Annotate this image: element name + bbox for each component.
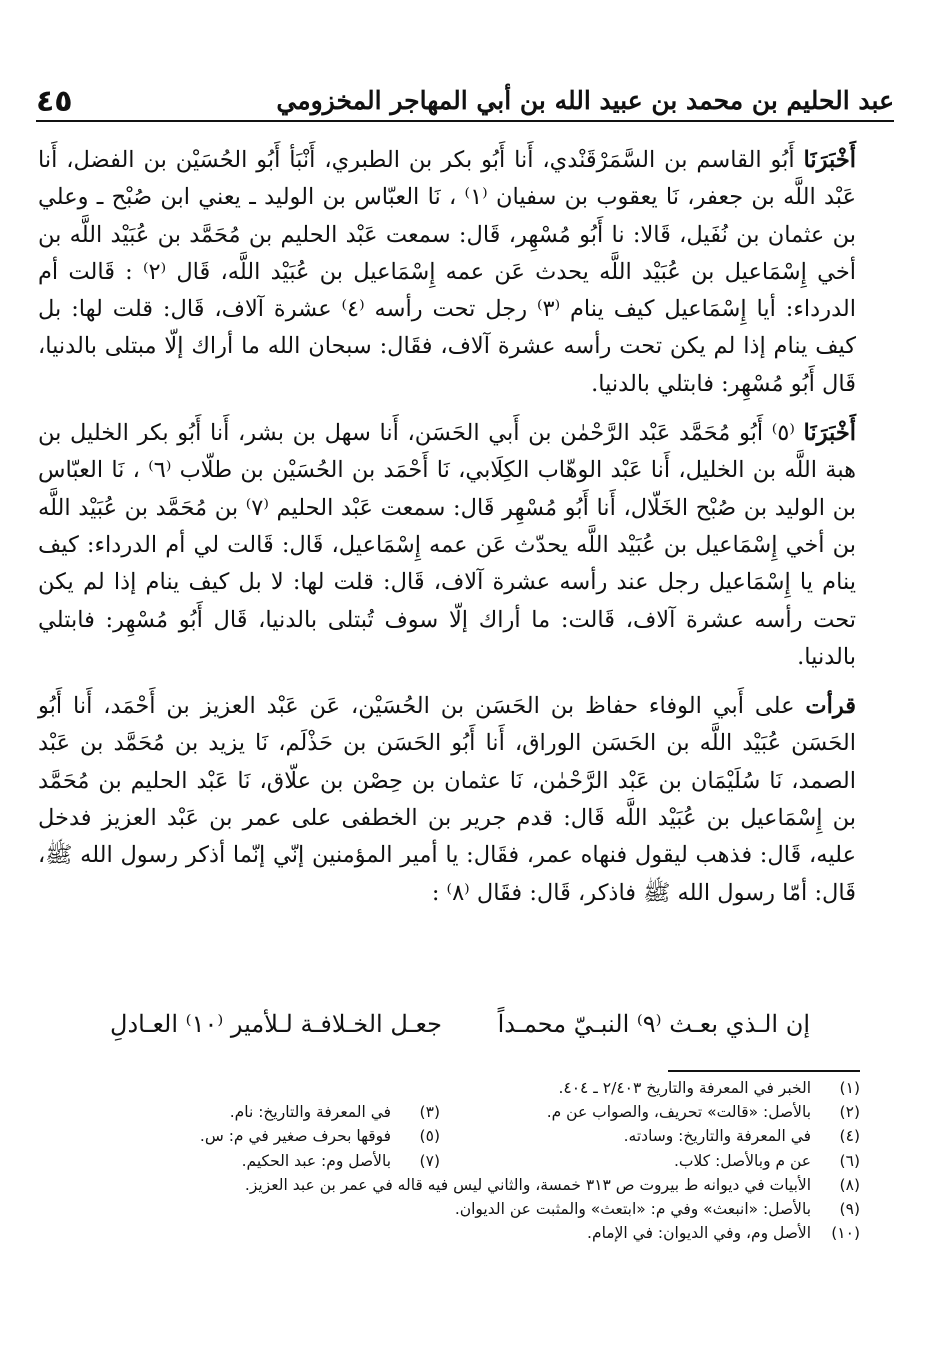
footnote-text: الأصل وم، وفي الديوان: في الإمام. bbox=[587, 1224, 812, 1243]
header-rule bbox=[36, 120, 894, 122]
paragraph-2 bbox=[38, 415, 856, 676]
paragraph-text: أَبُو القاسم بن السَّمَرْقَنْدي، أَنا أَبُو بكر بن الطبري، أَنْبَأ أَبُو الحُسَيْن بن الفضل، أَنا عَبْد اللَّه بن جعفر، نَا يعقوب بن سفيان ⁽١⁾ ، نَا العبّاس بن الوليد ـ يعني ابن صُبْح ـ وعلي بن عثمان بن نُفَيل، قَالا: نا أَبُو مُسْهِر، قَال: سمعت عَبْد الحليم بن مُحَمَّد بن عُبَيْد اللَّه بن أخي إِسْمَاعيل بن عُبَيْد اللَّه يحدث عَن عمه إِسْمَاعيل بن عُبَيْد اللَّه، قَال ⁽٢⁾ : قَالت أم الدرداء: أيا إِسْمَاعيل كيف ينام ⁽٣⁾ رجل تحت رأسه ⁽٤⁾ عشرة آلاف، قَال: قلت لها: بل كيف ينام إذا لم يكن تحت رأسه عشرة آلاف، فقَال: سبحان الله ما أراك إلّا مبتلى بالدنيا، قَال أَبُو مُسْهِر: فابتلي بالدنيا. bbox=[38, 147, 857, 397]
footnote-text: بالأصل: «انبعث» وفي م: «ابتعث» والمثبت عن الديوان. bbox=[454, 1199, 812, 1218]
footnote bbox=[624, 1124, 860, 1148]
footnote-row bbox=[60, 1149, 860, 1173]
footnote-row bbox=[60, 1173, 860, 1197]
footnotes bbox=[60, 1076, 860, 1245]
footnote-text: بالأصل: «قالت» تحريف، والصواب عن م. bbox=[546, 1103, 812, 1122]
footnote-text: في المعرفة والتاريخ: نام. bbox=[229, 1103, 392, 1122]
paragraph-1 bbox=[38, 142, 856, 403]
footnote bbox=[455, 1197, 860, 1221]
footnote-text: فوقها بحرف صغير في م: س. bbox=[199, 1127, 392, 1146]
page-header bbox=[36, 78, 894, 122]
paragraph-text: على أَبي الوفاء حفاظ بن الحَسَن بن الحُسَيْن، عَن عَبْد العزيز بن أَحْمَد، أَنا أَبُو الحَسَن عُبَيْد اللَّه بن الحَسَن الوراق، أَنا أَبُو الحَسَن بن حَذْلَم، نَا يزيد بن مُحَمَّد بن عَبْد الصمد، نَا سُلَيْمَان بن عَبْد الرَّحْمٰن، نَا عثمان بن حِصْن بن علّاق، نَا عَبْد الحليم بن مُحَمَّد بن إِسْمَاعيل بن عُبَيْد اللَّه قَال: قدم جرير بن الخطفى على عمر بن عَبْد العزيز فدخل عليه، قَال: فذهب ليقول فنهاه عمر، فقَال: يا أمير المؤمنين إنّي إنّما أذكر رسول الله ﷺ، قَال: أمّا رسول الله ﷺ فاذكر، قَال: فقَال ⁽٨⁾ : bbox=[38, 693, 856, 906]
footnote-rule bbox=[668, 1070, 860, 1072]
paragraph-lead: أَخْبَرَنَا bbox=[803, 420, 856, 447]
footnote-number: (٧) bbox=[419, 1151, 440, 1170]
footnote-text: الخبر في المعرفة والتاريخ ٢/٤٠٣ ـ ٤٠٤. bbox=[558, 1079, 812, 1097]
footnote-row bbox=[60, 1221, 860, 1245]
footnote bbox=[245, 1173, 860, 1197]
footnote-number: (٤) bbox=[839, 1127, 860, 1146]
footnote bbox=[587, 1221, 860, 1245]
footnote-row bbox=[60, 1076, 860, 1100]
footnote-number: (١٠) bbox=[831, 1224, 860, 1243]
verse-second-hemistich: جعـل الخـلافـة لـلأمير ⁽١٠⁾ العـادلِ bbox=[110, 1010, 442, 1038]
footnote-text: الأبيات في ديوانه ط بيروت ص ٣١٣ خمسة، والثاني ليس فيه قاله في عمر بن عبد العزيز. bbox=[244, 1175, 812, 1194]
footnote-number: (١) bbox=[839, 1079, 860, 1097]
footnote-text: بالأصل وم: عبد الحكيم. bbox=[241, 1151, 392, 1170]
footnote-number: (٩) bbox=[839, 1199, 860, 1218]
paragraph-text: ⁽٥⁾ أَبُو مُحَمَّد عَبْد الرَّحْمٰن بن أَبي الحَسَن، أَنا سهل بن بشر، أَنا أَبُو بكر الخليل بن هبة اللَّه بن الخليل، أَنا عَبْد الوهّاب الكِلَابي، نَا أَحْمَد بن الحُسَيْن بن طلّاب ⁽٦⁾ ، نَا العبّاس بن الوليد بن صُبْح الخَلّال، أَنا أَبُو مُسْهِر قَال: سمعت عَبْد الحليم ⁽٧⁾ بن مُحَمَّد بن عُبَيْد اللَّه بن أخي إِسْمَاعيل بن عُبَيْد اللَّه يحدّث عَن عمه إِسْمَاعيل، قَال: قَالت لي أم الدرداء: كيف ينام يا إِسْمَاعيل رجل عند رأسه عشرة آلاف، قَال: قلت لها: لا بل كيف ينام إذا لم يكن تحت رأسه عشرة آلاف، قَالت: ما أراك إلّا سوف تُبتلى بالدنيا، قَال أَبُو مُسْهِر: فابتلي بالدنيا. bbox=[38, 420, 857, 670]
poetry-verse bbox=[110, 1010, 810, 1054]
footnote-number: (٢) bbox=[839, 1103, 860, 1122]
footnote bbox=[230, 1100, 440, 1124]
footnote-row bbox=[60, 1100, 860, 1124]
verse-first-hemistich: إن الـذي بعـث ⁽٩⁾ النبـيّ محمـداً bbox=[497, 1010, 810, 1038]
paragraph-3 bbox=[38, 688, 856, 912]
footnote bbox=[558, 1076, 860, 1100]
footnote-number: (٨) bbox=[839, 1175, 860, 1194]
footnote-number: (٥) bbox=[419, 1127, 440, 1146]
footnote-text: عن م وبالأصل: كلاب. bbox=[674, 1151, 812, 1170]
page-number: ٤٥ bbox=[36, 84, 73, 119]
footnote-number: (٦) bbox=[839, 1151, 860, 1170]
footnote-row bbox=[60, 1124, 860, 1148]
running-title: عبد الحليم بن محمد بن عبيد الله بن أبي المهاجر المخزومي bbox=[276, 86, 894, 115]
footnote-row bbox=[60, 1197, 860, 1221]
paragraph-lead: قرأت bbox=[805, 693, 856, 720]
footnote bbox=[242, 1149, 440, 1173]
paragraph-lead: أَخْبَرَنَا bbox=[803, 147, 856, 173]
footnote-number: (٣) bbox=[419, 1103, 440, 1122]
footnote bbox=[674, 1149, 860, 1173]
main-text bbox=[38, 142, 856, 912]
footnote-text: في المعرفة والتاريخ: وسادته. bbox=[623, 1127, 812, 1146]
footnote bbox=[200, 1124, 440, 1148]
footnote bbox=[547, 1100, 860, 1124]
